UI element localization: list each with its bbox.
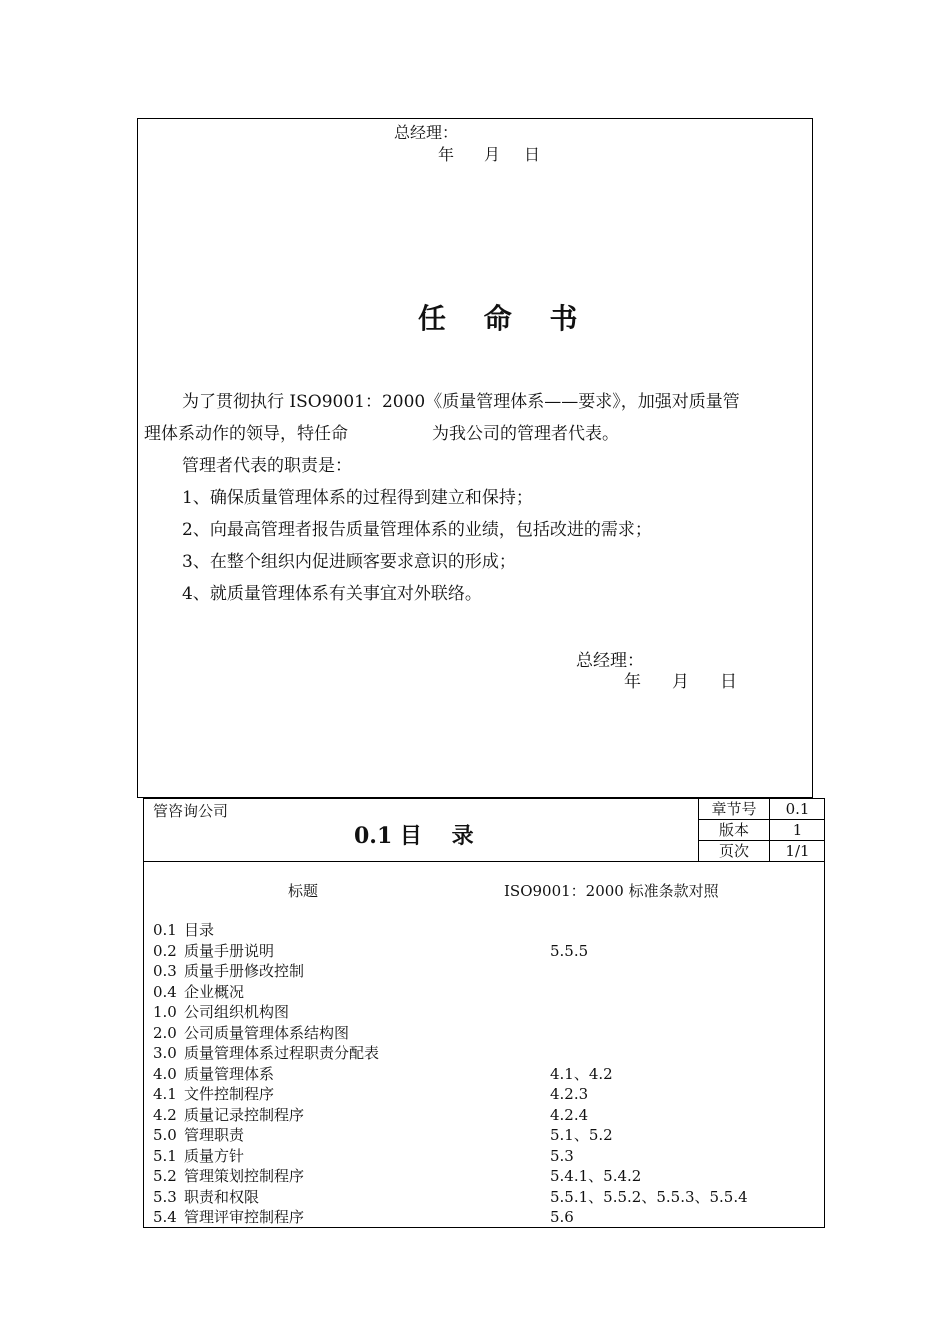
version-key: 版本: [699, 820, 770, 840]
chapter-row: [699, 799, 825, 820]
toc-row: [153, 1125, 813, 1145]
toc-number: 4.0: [153, 1064, 177, 1083]
toc-title: 管理评审控制程序: [184, 1208, 305, 1226]
chapter-key: 章节号: [699, 799, 770, 819]
duty-item: 3、在整个组织内促进顾客要求意识的形成；: [182, 552, 516, 572]
toc-number: 1.0: [153, 1003, 177, 1021]
toc-title: 企业概况: [184, 982, 245, 1001]
bottom-manager-label: 总经理：: [576, 651, 644, 671]
column-title-header: 标题: [288, 882, 319, 900]
toc-title: 目录: [184, 921, 215, 939]
toc-number: 4.1: [153, 1085, 177, 1103]
toc-row: [153, 1002, 813, 1022]
toc-title: 质量手册说明: [184, 941, 275, 960]
toc-clause-ref: 5.5.1、5.5.2、5.5.3、5.5.4: [550, 1187, 748, 1206]
toc-number: 5.3: [153, 1187, 177, 1206]
toc-row: [153, 1023, 813, 1043]
toc-title: 质量方针: [184, 1146, 245, 1165]
duty-item: 2、向最高管理者报告质量管理体系的业绩，包括改进的需求；: [182, 520, 652, 540]
chapter-value: 0.1: [785, 800, 810, 818]
toc-number: 2.0: [153, 1023, 177, 1042]
toc-title: 公司质量管理体系结构图: [184, 1023, 350, 1042]
toc-row: [153, 941, 813, 961]
company-name: 管咨询公司: [153, 802, 229, 820]
toc-number: 5.2: [153, 1167, 177, 1185]
manual-page: [143, 798, 825, 1228]
duties-intro: 管理者代表的职责是：: [182, 456, 352, 476]
top-year-label: 年: [438, 145, 455, 164]
toc-number: 0.1: [153, 921, 177, 939]
bottom-month-label: 月: [672, 672, 689, 692]
toc-number: 5.4: [153, 1208, 177, 1226]
bottom-year-label: 年: [624, 672, 641, 692]
version-row: [699, 820, 825, 841]
toc-row: [153, 961, 813, 981]
toc-clause-ref: 5.3: [550, 1146, 574, 1165]
toc-row: [153, 1084, 813, 1104]
toc-title: 质量管理体系过程职责分配表: [184, 1044, 380, 1062]
toc-row: [153, 1166, 813, 1186]
toc-row: [153, 1207, 813, 1227]
toc-clause-ref: 4.2.4: [550, 1105, 589, 1124]
section-title: 0.1 目 录: [354, 823, 474, 849]
toc-title: 文件控制程序: [184, 1085, 275, 1103]
page-key: 页次: [699, 841, 770, 861]
toc-title: 管理策划控制程序: [184, 1167, 305, 1185]
toc-clause-ref: 5.1、5.2: [550, 1126, 613, 1144]
toc-row: [153, 1043, 813, 1063]
toc-number: 4.2: [153, 1105, 177, 1124]
toc-row: [153, 920, 813, 940]
toc-title: 职责和权限: [184, 1187, 260, 1206]
toc-number: 5.0: [153, 1126, 177, 1144]
toc-number: 5.1: [153, 1146, 177, 1165]
manual-header: [144, 799, 824, 862]
duty-item: 1、确保质量管理体系的过程得到建立和保持；: [182, 488, 533, 508]
page-value: 1/1: [785, 842, 810, 860]
top-day-label: 日: [524, 145, 541, 164]
toc-clause-ref: 5.6: [550, 1208, 574, 1226]
toc-title: 公司组织机构图: [184, 1003, 290, 1021]
toc-title: 质量记录控制程序: [184, 1105, 305, 1124]
column-ref-header: ISO9001：2000 标准条款对照: [504, 882, 719, 900]
top-month-label: 月: [484, 145, 501, 164]
toc-row: [153, 982, 813, 1002]
bottom-day-label: 日: [720, 672, 737, 692]
version-value: 1: [792, 821, 803, 839]
appointment-letter: [137, 118, 813, 798]
toc-row: [153, 1105, 813, 1125]
paragraph-line-1: 为了贯彻执行 ISO9001：2000《质量管理体系——要求》，加强对质量管: [182, 392, 740, 412]
toc-title: 管理职责: [184, 1126, 245, 1144]
toc-number: 0.4: [153, 982, 177, 1001]
paragraph-line-2b: 为我公司的管理者代表。: [432, 424, 619, 444]
toc-clause-ref: 5.4.1、5.4.2: [550, 1167, 642, 1185]
top-manager-label: 总经理：: [394, 123, 459, 142]
toc-clause-ref: 4.2.3: [550, 1085, 589, 1103]
toc-title: 质量管理体系: [184, 1064, 275, 1083]
duty-item: 4、就质量管理体系有关事宜对外联络。: [182, 584, 482, 604]
toc-row: [153, 1187, 813, 1207]
toc-number: 0.3: [153, 962, 177, 980]
appointment-title: 任 命 书: [418, 302, 592, 335]
paragraph-line-2a: 理体系动作的领导，特任命: [144, 424, 348, 444]
toc-number: 0.2: [153, 941, 177, 960]
toc-title: 质量手册修改控制: [184, 962, 305, 980]
toc-row: [153, 1146, 813, 1166]
page-row: [699, 841, 825, 861]
toc-row: [153, 1064, 813, 1084]
toc-clause-ref: 4.1、4.2: [550, 1064, 613, 1083]
toc-number: 3.0: [153, 1044, 177, 1062]
toc-clause-ref: 5.5.5: [550, 941, 589, 960]
chapter-info-table: [698, 799, 825, 861]
